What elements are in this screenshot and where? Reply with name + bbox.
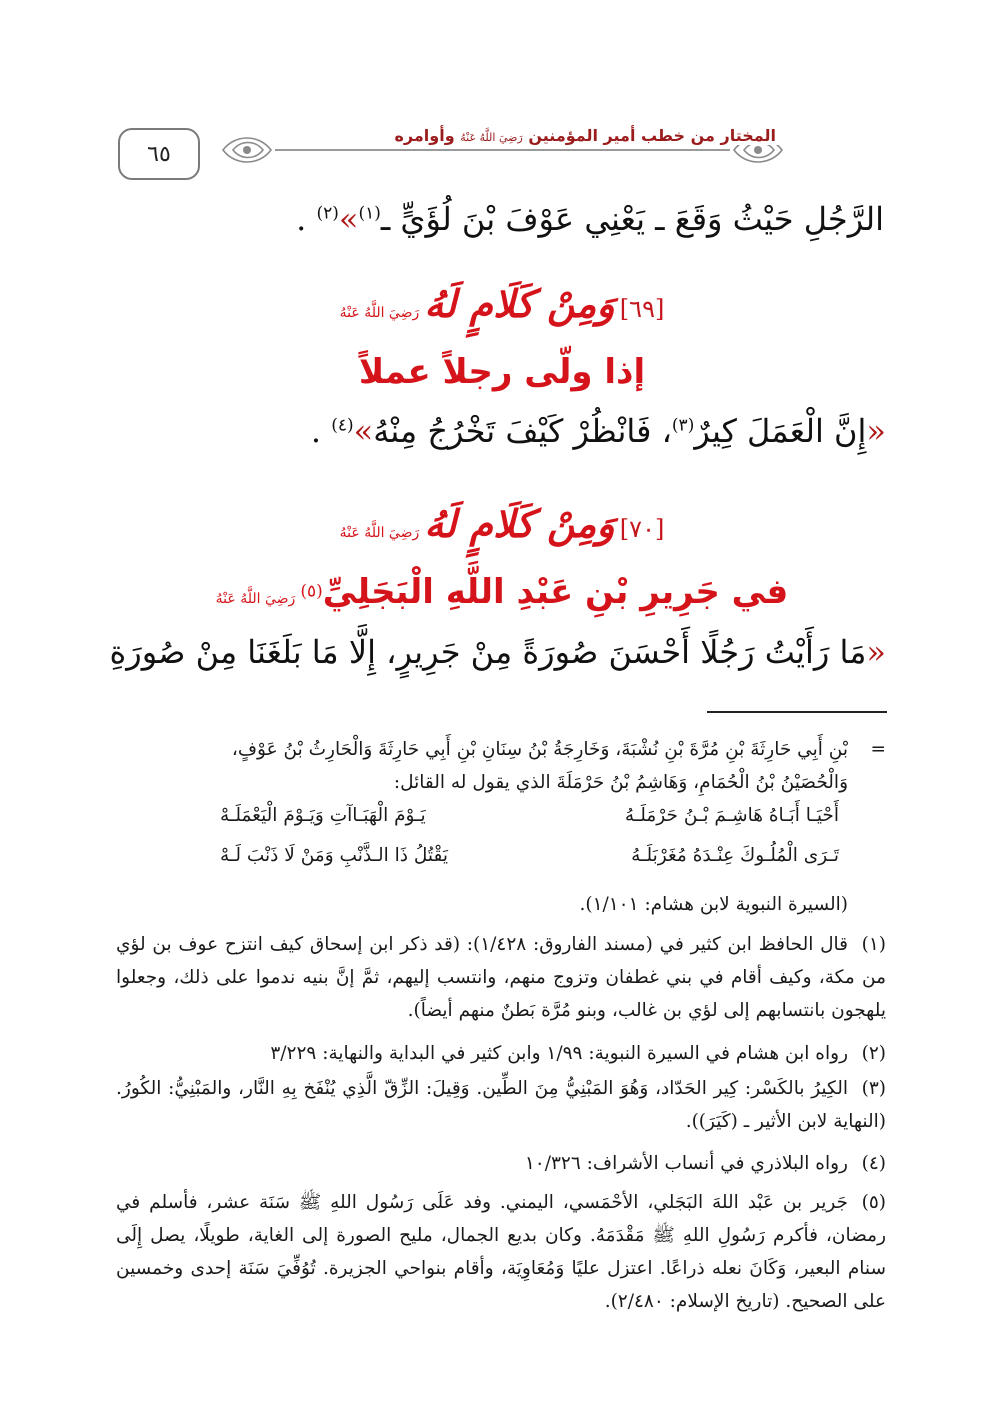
footnote-ref-3: (٣): [671, 415, 695, 436]
poem-verse: يَقْتُلُ ذَا الـذَّنْبِ وَمَنْ لَا ذَنْبَ لَـهْ: [220, 845, 448, 866]
section-70-heading: [0, 502, 1004, 546]
footnote-text: رواه البلاذري في أنساب الأشراف: ١٠/٣٢٦: [524, 1153, 848, 1174]
section-69-honorific: رَضِيَ اللَّهُ عَنْهُ: [339, 305, 420, 321]
footnote-ref-5: (٥): [300, 581, 323, 602]
footnote-label: (٢): [861, 1043, 886, 1064]
poem-verse: تَـرَى الْمُلُـوكَ عِنْـدَهُ مُغَرْبَلَـهُ: [631, 845, 839, 866]
top-line-end: .: [296, 200, 307, 238]
footnote-text: رواه ابن هشام في السيرة النبوية: ١/٩٩ وابن كثير في البداية والنهاية: ٣/٢٢٩: [270, 1043, 848, 1064]
section-69-end: .: [310, 412, 322, 450]
footnote-text: قال الحافظ ابن كثير في (مسند الفاروق: ١/٤٢٨): (قد ذكر ابن إسحاق كيف انتزح عوف بن لؤي من مكة، وكيف أقام في بني غطفان وتزوج منهم، وانتسب إليهم، ثمَّ إنَّ بنيه ندموا على ذلك، وجعلوا يلهجون بانتسابهم إلى لؤي بن غالب، وبنو مُرَّة بَطنٌ منهم أيضاً).: [116, 934, 886, 1021]
top-line-text: الرَّجُلِ حَيْثُ وَقَعَ ـ يَعْنِي عَوْفَ بْنَ لُؤَيٍّ ـ: [380, 200, 884, 238]
open-quote: «: [866, 412, 886, 450]
section-69-text-a: إِنَّ الْعَمَلَ كِيرٌ: [694, 412, 867, 450]
footnote-ref-4: (٤): [331, 415, 354, 436]
footnote-4: [116, 1147, 886, 1180]
section-69-title: وَمِنْ كَلَامٍ لَهُ: [424, 282, 615, 326]
header-title: المختار من خطب أمير المؤمنين: [528, 126, 776, 145]
footnote-label: (٥): [861, 1192, 886, 1213]
section-69-text: [311, 412, 886, 450]
section-70-subtitle: في جَرِيرِ بْنِ عَبْدِ اللَّهِ الْبَجَلِيِّ: [322, 572, 789, 612]
section-69-text-b: ، فَانْظُرْ كَيْفَ تَخْرُجُ مِنْهُ: [373, 412, 672, 450]
top-text-line: [296, 200, 884, 238]
section-70-title: وَمِنْ كَلَامٍ لَهُ: [424, 502, 615, 546]
footnote-label: (١): [861, 934, 886, 955]
poem-verse: يَـوْمَ الْهَبَـاآتِ وَيَـوْمَ الْيَعْمَلَـهْ: [220, 805, 426, 826]
footnote-2: [116, 1037, 886, 1070]
footnote-text: الكِيرُ بالكَسْر: كِير الحَدّاد، وَهُوَ المَبْنِيُّ مِنَ الطِّين. وَقِيلَ: الزِّقّ الَّذِي يُنْفَخ بِهِ النَّار، والمَبْنِيُّ: الكُورُ. (النهاية لابن الأثير ـ (كَيَرَ)).: [116, 1078, 886, 1132]
footnote-label: (٣): [861, 1078, 886, 1099]
section-70-text-body: مَا رَأَيْتُ رَجُلًا أَحْسَنَ صُورَةً مِنْ جَرِيرٍ، إِلَّا مَا بَلَغَنَا مِنْ صُورَةِ: [109, 633, 867, 671]
page-number: [118, 128, 200, 180]
running-header: [388, 126, 782, 145]
section-69-subtitle: إذا ولّى رجلاً عملاً: [358, 352, 646, 392]
close-quote: »: [338, 200, 359, 238]
section-69-heading: [0, 282, 1004, 326]
section-70-text: [110, 633, 886, 671]
page-number-text: ٦٥: [147, 141, 171, 167]
footnote-ref-1: (١): [358, 203, 381, 224]
header-honorific: رَضِيَ اللَّهُ عَنْهُ: [460, 131, 523, 144]
footnote-label: (٤): [861, 1153, 886, 1174]
section-70-honorific: رَضِيَ اللَّهُ عَنْهُ: [339, 525, 420, 541]
header-title-tail: وأوامره: [394, 126, 455, 145]
footnote-5: [116, 1186, 886, 1318]
footnote-text: جَرير بن عَبْد اللهَ البَجَلي، الأحْمَسي، اليمني. وفد عَلَى رَسُول اللهِ ﷺ سَنَة عشر، فأسلم في رمضان، فأكرم رَسُولِ اللهِ ﷺ مَقْدَمَهُ. وكان بديع الجمال، مليح الصورة إلى الغاية، طويلًا، يصل إِلَى سنام البعير، وَكَانَ نعله ذراعًا. اعتزل عليًا وَمُعَاوِيَة، وأقام بنواحي الجزيرة. تُوُفِّيَ سَنَة إحدى وخمسين على الصحيح. (تاريخ الإسلام: ٢/٤٨٠).: [116, 1192, 886, 1312]
close-quote: »: [353, 412, 374, 450]
footnote-3: [116, 1072, 886, 1138]
poem-verse: أَحْيَـا أَبَـاهُ هَاشِـمَ بْـنُ حَرْمَلَـهُ: [624, 805, 839, 826]
footnote-source: (السيرة النبوية لابن هشام: ١/١٠١).: [579, 894, 848, 915]
section-70-subtitle-honorific: رَضِيَ اللَّهُ عَنْهُ: [215, 591, 296, 607]
footnote-continuation-line: بْنِ أَبِي حَارِثَةَ بْنِ مُرَّةَ بْنِ نُشْبَةَ، وَخَارِجَةُ بْنُ سِنَانِ بْنِ أَبِي حَارِثَةَ وَالْحَارِثُ بْنُ عَوْفٍ،: [231, 739, 848, 760]
footnote-ref-2: (٢): [316, 203, 339, 224]
section-70-number: [٧٠]: [619, 515, 665, 543]
footnote-continuation-mark: =: [870, 739, 886, 760]
footnote-divider: [707, 711, 887, 713]
section-70-subtitle-line: [0, 572, 1004, 612]
footnote-1: [116, 928, 886, 1027]
section-69-number: [٦٩]: [619, 295, 665, 323]
footnote-continuation-line: وَالْحُصَيْنُ بْنُ الْحُمَامِ، وَهَاشِمُ بْنُ حَرْمَلَةَ الذي يقول له القائل:: [393, 772, 848, 793]
open-quote: «: [866, 633, 886, 671]
